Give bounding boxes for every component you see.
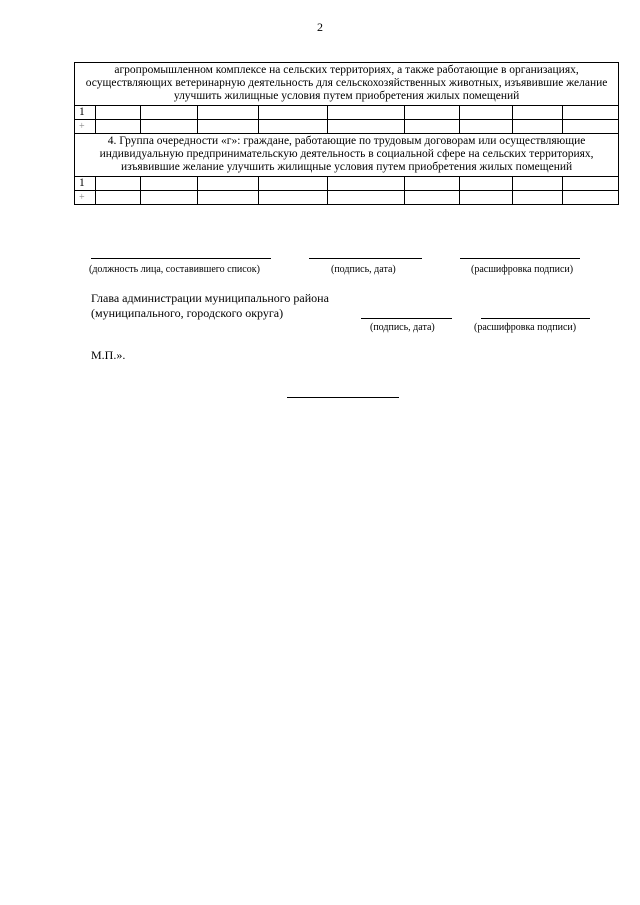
empty-cell — [198, 191, 259, 205]
transcript-caption: (расшифровка подписи) — [471, 264, 574, 275]
empty-cell — [405, 106, 460, 120]
group-description-cell: 4. Группа очередности «г»: граждане, работающие по трудовым договорам или осуществляющие индивидуальную предпринимательскую деятельность в социальной сфере на сельских территориях, изъявившие желание улучшить жилищные условия путем приобретения жилых помещений — [75, 134, 619, 177]
row-number-cell: + — [75, 191, 96, 205]
empty-cell — [259, 120, 328, 134]
empty-cell — [563, 191, 619, 205]
transcript-line — [460, 258, 580, 259]
position-caption: (должность лица, составившего список) — [89, 264, 260, 275]
empty-cell — [563, 177, 619, 191]
empty-cell — [513, 120, 563, 134]
end-divider — [287, 397, 399, 398]
empty-cell — [96, 120, 141, 134]
empty-cell — [460, 177, 513, 191]
empty-cell — [198, 120, 259, 134]
page-number: 2 — [317, 20, 323, 34]
row-number-cell: 1 — [75, 106, 96, 120]
head-title-line1: Глава администрации муниципального района — [91, 291, 329, 305]
empty-cell — [259, 177, 328, 191]
table-row — [75, 134, 619, 177]
empty-cell — [198, 177, 259, 191]
empty-cell — [96, 191, 141, 205]
signature-line — [309, 258, 422, 259]
empty-cell — [141, 177, 198, 191]
head-signature-caption: (подпись, дата) — [370, 322, 435, 333]
empty-cell — [460, 191, 513, 205]
empty-cell — [328, 106, 405, 120]
row-number-cell: + — [75, 120, 96, 134]
empty-cell — [460, 120, 513, 134]
head-title-line2: (муниципального, городского округа) — [91, 306, 284, 320]
empty-cell — [96, 106, 141, 120]
head-title — [91, 291, 329, 321]
table-body — [75, 63, 619, 205]
table-row — [75, 63, 619, 106]
empty-cell — [405, 191, 460, 205]
empty-cell — [563, 106, 619, 120]
queue-table — [74, 62, 619, 205]
row-number-cell: 1 — [75, 177, 96, 191]
empty-cell — [328, 177, 405, 191]
empty-cell — [328, 191, 405, 205]
empty-cell — [141, 191, 198, 205]
empty-cell — [563, 120, 619, 134]
empty-cell — [460, 106, 513, 120]
empty-cell — [198, 106, 259, 120]
empty-cell — [259, 106, 328, 120]
empty-cell — [513, 106, 563, 120]
empty-cell — [141, 106, 198, 120]
empty-cell — [513, 191, 563, 205]
table-row — [75, 191, 619, 205]
stamp-mark: М.П.». — [91, 348, 126, 362]
group-description-cell: агропромышленном комплексе на сельских территориях, а также работающие в организациях, осуществляющих ветеринарную деятельность для сельскохозяйственных животных, изъявившие желание улучшить жилищные условия путем приобретения жилых помещений — [75, 63, 619, 106]
head-transcript-caption: (расшифровка подписи) — [474, 322, 577, 333]
signature-caption: (подпись, дата) — [331, 264, 396, 275]
empty-cell — [405, 177, 460, 191]
position-line — [91, 258, 271, 259]
empty-cell — [513, 177, 563, 191]
table-row — [75, 106, 619, 120]
empty-cell — [259, 191, 328, 205]
head-transcript-line — [481, 318, 590, 319]
empty-cell — [141, 120, 198, 134]
empty-cell — [96, 177, 141, 191]
empty-cell — [405, 120, 460, 134]
table-row — [75, 177, 619, 191]
table-row — [75, 120, 619, 134]
empty-cell — [328, 120, 405, 134]
head-signature-line — [361, 318, 452, 319]
